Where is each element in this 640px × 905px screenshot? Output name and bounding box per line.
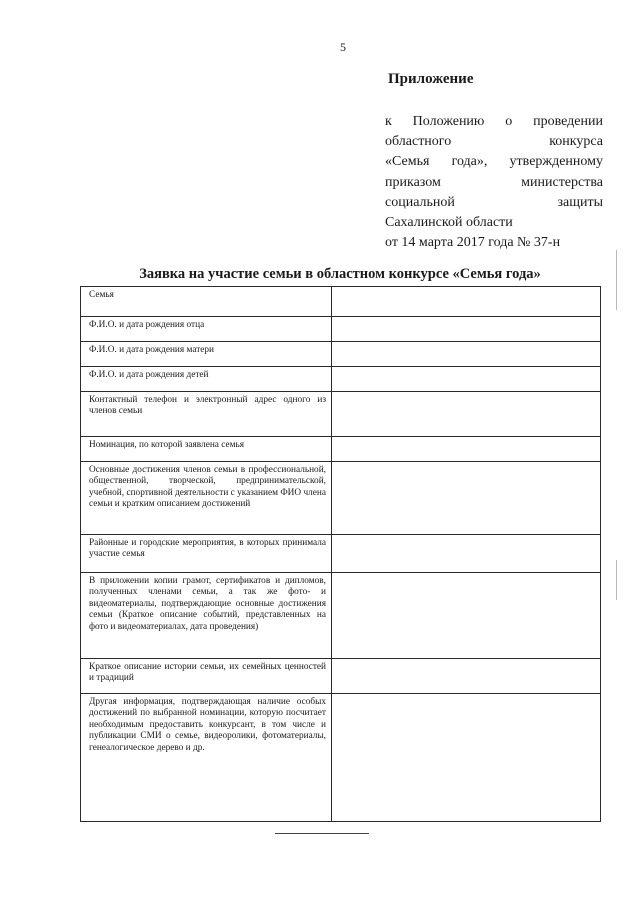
table-row <box>81 367 601 392</box>
row-value-cell[interactable] <box>332 392 601 437</box>
appendix-line: «Семья года», утвержденному <box>385 154 603 170</box>
row-label: Ф.И.О. и дата рождения матери <box>81 342 332 367</box>
form-title: Заявка на участие семьи в областном конкурсе «Семья года» <box>139 266 541 282</box>
table-row <box>81 573 601 659</box>
row-value-cell[interactable] <box>332 694 601 822</box>
table-row <box>81 392 601 437</box>
table-row <box>81 317 601 342</box>
row-value-cell[interactable] <box>332 535 601 573</box>
appendix-line: от 14 марта 2017 года № 37-н <box>385 235 561 251</box>
row-value-cell[interactable] <box>332 659 601 694</box>
table-row <box>81 659 601 694</box>
appendix-line: областного конкурса <box>385 134 603 150</box>
row-label: Номинация, по которой заявлена семья <box>81 437 332 462</box>
table-row <box>81 694 601 822</box>
table-row <box>81 437 601 462</box>
appendix-title: Приложение <box>388 71 474 87</box>
row-value-cell[interactable] <box>332 573 601 659</box>
bottom-divider <box>275 833 369 834</box>
table-row <box>81 462 601 535</box>
row-label: Ф.И.О. и дата рождения детей <box>81 367 332 392</box>
scan-edge-mark <box>616 560 617 600</box>
table-row <box>81 535 601 573</box>
application-form-table <box>80 286 601 822</box>
table-row <box>81 342 601 367</box>
appendix-line: Сахалинской области <box>385 215 513 231</box>
row-label: Семья <box>81 287 332 317</box>
appendix-line: к Положению о проведении <box>385 114 603 129</box>
appendix-line: социальной защиты <box>385 194 603 210</box>
row-value-cell[interactable] <box>332 342 601 367</box>
row-value-cell[interactable] <box>332 462 601 535</box>
row-label: Контактный телефон и электронный адрес одного из членов семьи <box>81 392 332 437</box>
row-label: Другая информация, подтверждающая наличие особых достижений по выбранной номинации, которую посчитает необходимым предоставить конкурсант, в том числе и публикации СМИ о семье, видеоролики, фотоматериалы, генеалогическое дерево и др. <box>81 694 332 822</box>
row-value-cell[interactable] <box>332 367 601 392</box>
scan-edge-mark <box>616 250 617 310</box>
appendix-line: приказом министерства <box>385 174 603 190</box>
appendix-text <box>385 112 603 253</box>
row-label: В приложении копии грамот, сертификатов и дипломов, полученных членами семьи, а так же фото- и видеоматериалы, подтверждающие основные достижения семьи (Краткое описание событий, представленных на фото и видеоматериалах, дата проведения) <box>81 573 332 659</box>
page-number: 5 <box>340 40 346 54</box>
row-value-cell[interactable] <box>332 287 601 317</box>
row-label: Основные достижения членов семьи в профессиональной, общественной, творческой, предпринимательской, учебной, спортивной деятельности с указанием ФИО члена семьи и кратким описанием достижений <box>81 462 332 535</box>
row-value-cell[interactable] <box>332 317 601 342</box>
table-row <box>81 287 601 317</box>
row-label: Районные и городские мероприятия, в которых принимала участие семья <box>81 535 332 573</box>
row-value-cell[interactable] <box>332 437 601 462</box>
row-label: Ф.И.О. и дата рождения отца <box>81 317 332 342</box>
row-label: Краткое описание истории семьи, их семейных ценностей и традиций <box>81 659 332 694</box>
